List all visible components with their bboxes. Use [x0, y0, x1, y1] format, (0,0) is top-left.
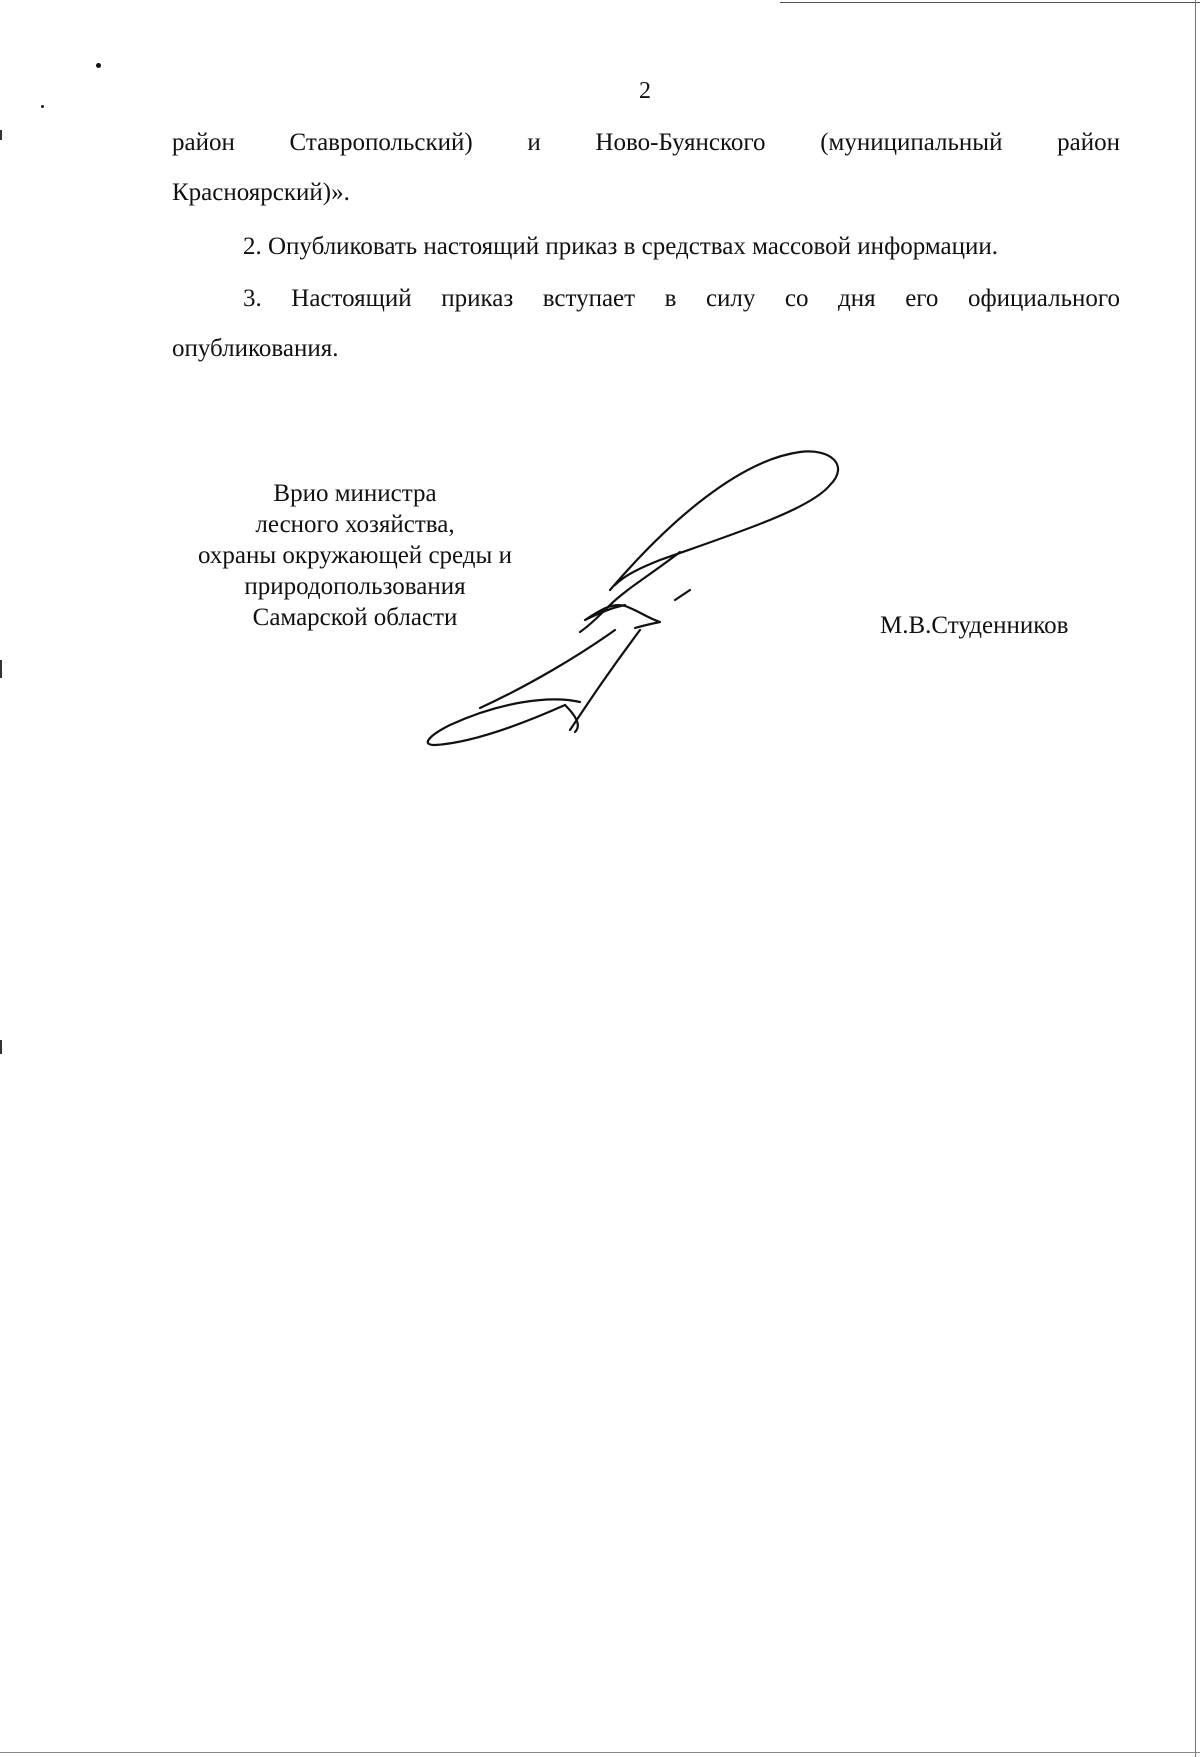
scan-edge-bottom	[0, 1752, 1200, 1753]
scan-speck	[96, 63, 101, 68]
paragraph-line: 3. Настоящий приказ вступает в силу со дня его официального	[243, 285, 1120, 312]
item-2	[172, 222, 1120, 272]
scan-edge-mark	[0, 130, 2, 140]
paragraph-line: опубликования.	[172, 335, 339, 362]
signer-name: М.В.Студенников	[880, 612, 1069, 639]
paragraph-line: Красноярский)».	[172, 179, 350, 206]
signatory-title-line: лесного хозяйства,	[255, 511, 455, 538]
scan-edge-mark	[0, 1040, 2, 1054]
paragraph-continuation	[172, 118, 1120, 218]
item-3	[172, 274, 1120, 374]
scan-speck	[41, 105, 44, 108]
paragraph-line: район Ставропольский) и Ново-Буянского (муниципальный район	[172, 129, 1120, 156]
scan-edge-right	[1195, 0, 1196, 1757]
paragraph-line: 2. Опубликовать настоящий приказ в средствах массовой информации.	[243, 233, 999, 260]
handwritten-signature	[410, 440, 930, 760]
scan-edge-mark	[0, 660, 2, 678]
page-number: 2	[639, 78, 651, 104]
signatory-title-line: природопользования	[244, 573, 466, 600]
signatory-title-line: Самарской области	[252, 604, 458, 631]
scan-edge-top	[780, 2, 1200, 3]
signatory-title-line: Врио министра	[273, 480, 437, 507]
signatory-title-line: охраны окружающей среды и	[198, 542, 512, 569]
